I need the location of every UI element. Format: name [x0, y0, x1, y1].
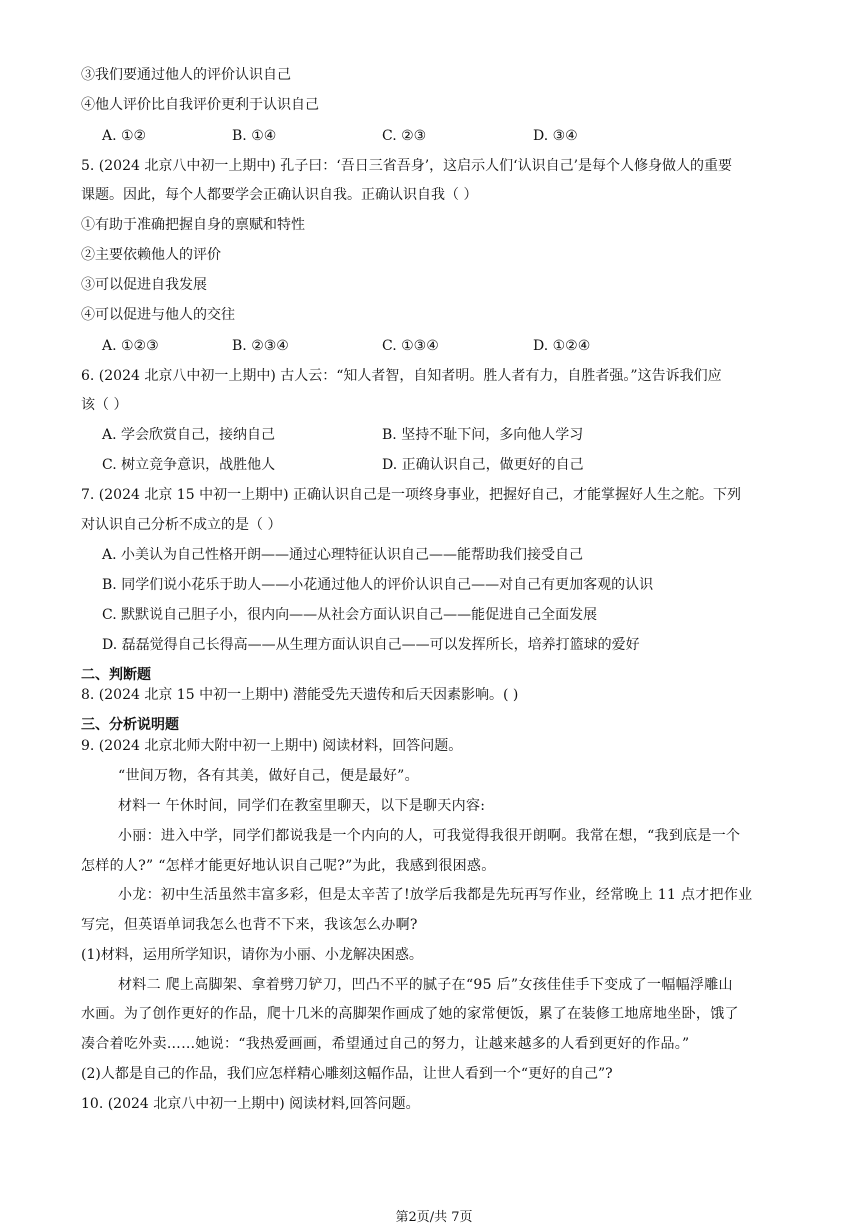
q6-stem-line2: 该（ ）: [81, 397, 128, 413]
material-xiaoli-line2: 怎样的人?” “怎样才能更好地认识自己呢?”为此，我感到很困惑。: [81, 858, 496, 874]
statement-4: ④他人评价比自我评价更利于认识自己: [81, 97, 319, 113]
q5-stem-line2: 课题。因此，每个人都要学会正确认识自我。正确认识自我（ ）: [81, 187, 478, 203]
q5-statement-3: ③可以促进自我发展: [81, 277, 207, 293]
statement-3: ③我们要通过他人的评价认识自己: [81, 67, 291, 83]
q7-stem-line1: 7. (2024 北京 15 中初一上期中) 正确认识自己是一项终身事业，把握好自己，才能掌握好人生之舵。下列: [81, 487, 741, 503]
q7-option-d: D. 磊磊觉得自己长得高——从生理方面认识自己——可以发挥所长，培养打篮球的爱好: [102, 637, 640, 653]
q7-option-c: C. 默默说自己胆子小，很内向——从社会方面认识自己——能促进自己全面发展: [102, 607, 598, 623]
q5-statement-4: ④可以促进与他人的交往: [81, 307, 235, 323]
q4-option-d: D. ③④: [533, 128, 578, 144]
q5-stem-line1: 5. (2024 北京八中初一上期中) 孔子曰：‘吾日三省吾身’，这启示人们‘认识自己’是每个人修身做人的重要: [81, 158, 733, 174]
q6-option-c: C. 树立竞争意识，战胜他人: [102, 457, 276, 473]
material-xiaolong-line1: 小龙：初中生活虽然丰富多彩，但是太辛苦了!放学后我都是先玩再写作业，经常晚上 11 点才把作业: [118, 887, 753, 903]
material-two-line3: 凑合着吃外卖……她说：“我热爱画画，希望通过自己的努力，让越来越多的人看到更好的作品。”: [81, 1036, 690, 1052]
q5-option-d: D. ①②④: [533, 338, 591, 354]
page-footer: 第2页/共 7页: [395, 1210, 473, 1225]
q5-option-c: C. ①③④: [382, 338, 439, 354]
q5-option-b: B. ②③④: [232, 338, 289, 354]
q5-statement-2: ②主要依赖他人的评价: [81, 247, 221, 263]
q7-option-a: A. 小美认为自己性格开朗——通过心理特征认识自己——能帮助我们接受自己: [102, 547, 584, 563]
material-quote: “世间万物，各有其美，做好自己，便是最好”。: [118, 768, 419, 784]
material-two-line2: 水画。为了创作更好的作品，爬十几米的高脚架作画成了她的家常便饭，累了在装修工地席地坐卧，饿了: [81, 1006, 739, 1022]
material-xiaoli-line1: 小丽：进入中学，同学们都说我是一个内向的人，可我觉得我很开朗啊。我常在想，“我到底是一个: [118, 828, 741, 844]
q7-stem-line2: 对认识自己分析不成立的是（ ）: [81, 517, 282, 533]
q4-option-c: C. ②③: [382, 128, 427, 144]
q9-stem: 9. (2024 北京北师大附中初一上期中) 阅读材料，回答问题。: [81, 738, 463, 754]
q6-option-d: D. 正确认识自己，做更好的自己: [382, 457, 584, 473]
q6-stem-line1: 6. (2024 北京八中初一上期中) 古人云：“知人者智，自知者明。胜人者有力，自胜者强。”这告诉我们应: [81, 368, 722, 384]
material-xiaolong-line2: 写完，但英语单词我怎么也背不下来，我该怎么办啊?: [81, 917, 418, 933]
q5-option-a: A. ①②③: [102, 338, 159, 354]
q6-option-b: B. 坚持不耻下问，多向他人学习: [382, 427, 584, 443]
q8-stem: 8. (2024 北京 15 中初一上期中) 潜能受先天遗传和后天因素影响。( ): [81, 687, 519, 703]
section-heading-judgment: 二、判断题: [81, 667, 151, 683]
section-heading-analysis: 三、分析说明题: [81, 717, 179, 733]
q4-option-b: B. ①④: [232, 128, 277, 144]
q9-subquestion-2: (2)人都是自己的作品，我们应怎样精心雕刻这幅作品，让世人看到一个“更好的自己”?: [81, 1066, 613, 1082]
q6-option-a: A. 学会欣赏自己，接纳自己: [102, 427, 276, 443]
q10-stem: 10. (2024 北京八中初一上期中) 阅读材料,回答问题。: [81, 1096, 420, 1112]
q4-option-a: A. ①②: [102, 128, 147, 144]
material-two-line1: 材料二 爬上高脚架、拿着劈刀铲刀，凹凸不平的腻子在“95 后”女孩佳佳手下变成了一幅幅浮雕山: [118, 977, 733, 993]
q5-statement-1: ①有助于准确把握自身的禀赋和特性: [81, 217, 305, 233]
q7-option-b: B. 同学们说小花乐于助人——小花通过他人的评价认识自己——对自己有更加客观的认识: [102, 577, 654, 593]
q9-subquestion-1: (1)材料，运用所学知识，请你为小丽、小龙解决困惑。: [81, 947, 423, 963]
material-one-intro: 材料一 午休时间，同学们在教室里聊天，以下是聊天内容:: [118, 798, 486, 814]
